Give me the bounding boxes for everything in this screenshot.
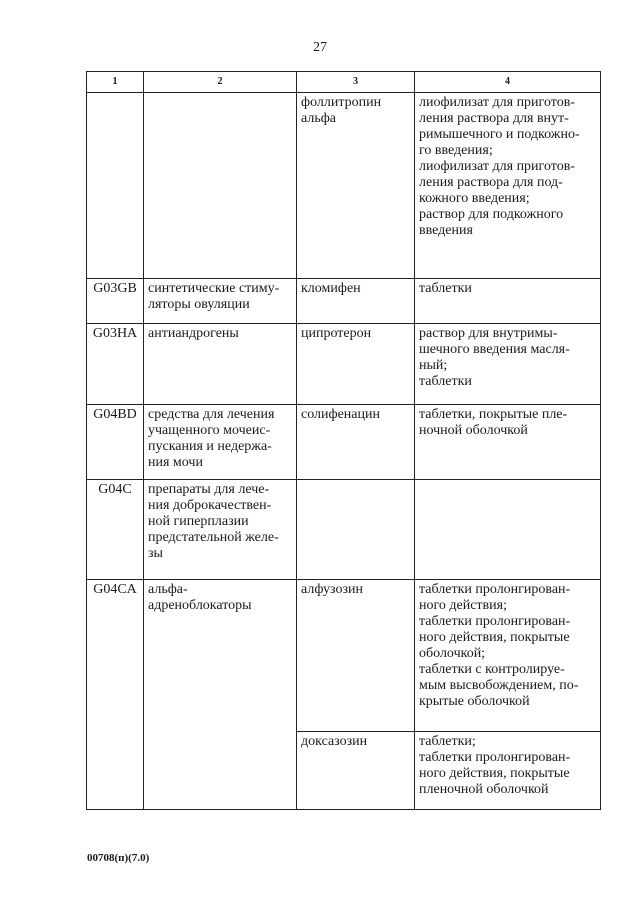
dosage-form-cell: таблетки; таблетки пролонгирован- ного действия, покрытые пленочной оболочкой <box>415 732 601 810</box>
table-header-row <box>87 72 601 93</box>
dosage-form-cell: раствор для внутримы- шечного введения масля- ный; таблетки <box>415 324 601 405</box>
atc-code-cell: G04BD <box>87 405 144 480</box>
table-row <box>87 580 601 732</box>
dosage-form-cell <box>415 480 601 580</box>
group-cell: препараты для лече- ния доброкачествен- ной гиперплазии предстательной желе- зы <box>144 480 297 580</box>
page-number: 27 <box>313 40 327 55</box>
group-cell <box>144 93 297 279</box>
column-header: 2 <box>144 72 297 93</box>
table-row <box>87 93 601 279</box>
drug-name-cell: фоллитропин альфа <box>297 93 415 279</box>
group-cell: синтетические стиму- ляторы овуляции <box>144 279 297 324</box>
group-cell: альфа- адреноблокаторы <box>144 580 297 810</box>
group-cell: антиандрогены <box>144 324 297 405</box>
drug-name-cell: ципротерон <box>297 324 415 405</box>
table-row <box>87 480 601 580</box>
atc-code-cell: G03GB <box>87 279 144 324</box>
dosage-form-cell: таблетки, покрытые пле- ночной оболочкой <box>415 405 601 480</box>
column-header: 1 <box>87 72 144 93</box>
table-row <box>87 405 601 480</box>
drug-name-cell: кломифен <box>297 279 415 324</box>
atc-code-cell <box>87 93 144 279</box>
document-code: 00708(п)(7.0) <box>87 852 150 864</box>
drug-name-cell: алфузозин <box>297 580 415 732</box>
drug-name-cell: доксазозин <box>297 732 415 810</box>
dosage-form-cell: таблетки пролонгирован- ного действия; таблетки пролонгирован- ного действия, покрытые оболочкой; таблетки с контролируе- мым высвобождением, по- крытые оболочкой <box>415 580 601 732</box>
dosage-form-cell: лиофилизат для приготов- ления раствора для внут- римышечного и подкожно- го введения; лиофилизат для приготов- ления раствора для под- кожного введения; раствор для подкожного введения <box>415 93 601 279</box>
table-row <box>87 279 601 324</box>
atc-code-cell: G04CA <box>87 580 144 810</box>
drug-table <box>86 71 601 810</box>
atc-code-cell: G04C <box>87 480 144 580</box>
column-header: 3 <box>297 72 415 93</box>
table-row <box>87 324 601 405</box>
atc-code-cell: G03HA <box>87 324 144 405</box>
drug-name-cell: солифенацин <box>297 405 415 480</box>
drug-name-cell <box>297 480 415 580</box>
column-header: 4 <box>415 72 601 93</box>
dosage-form-cell: таблетки <box>415 279 601 324</box>
group-cell: средства для лечения учащенного мочеис- пускания и недержа- ния мочи <box>144 405 297 480</box>
